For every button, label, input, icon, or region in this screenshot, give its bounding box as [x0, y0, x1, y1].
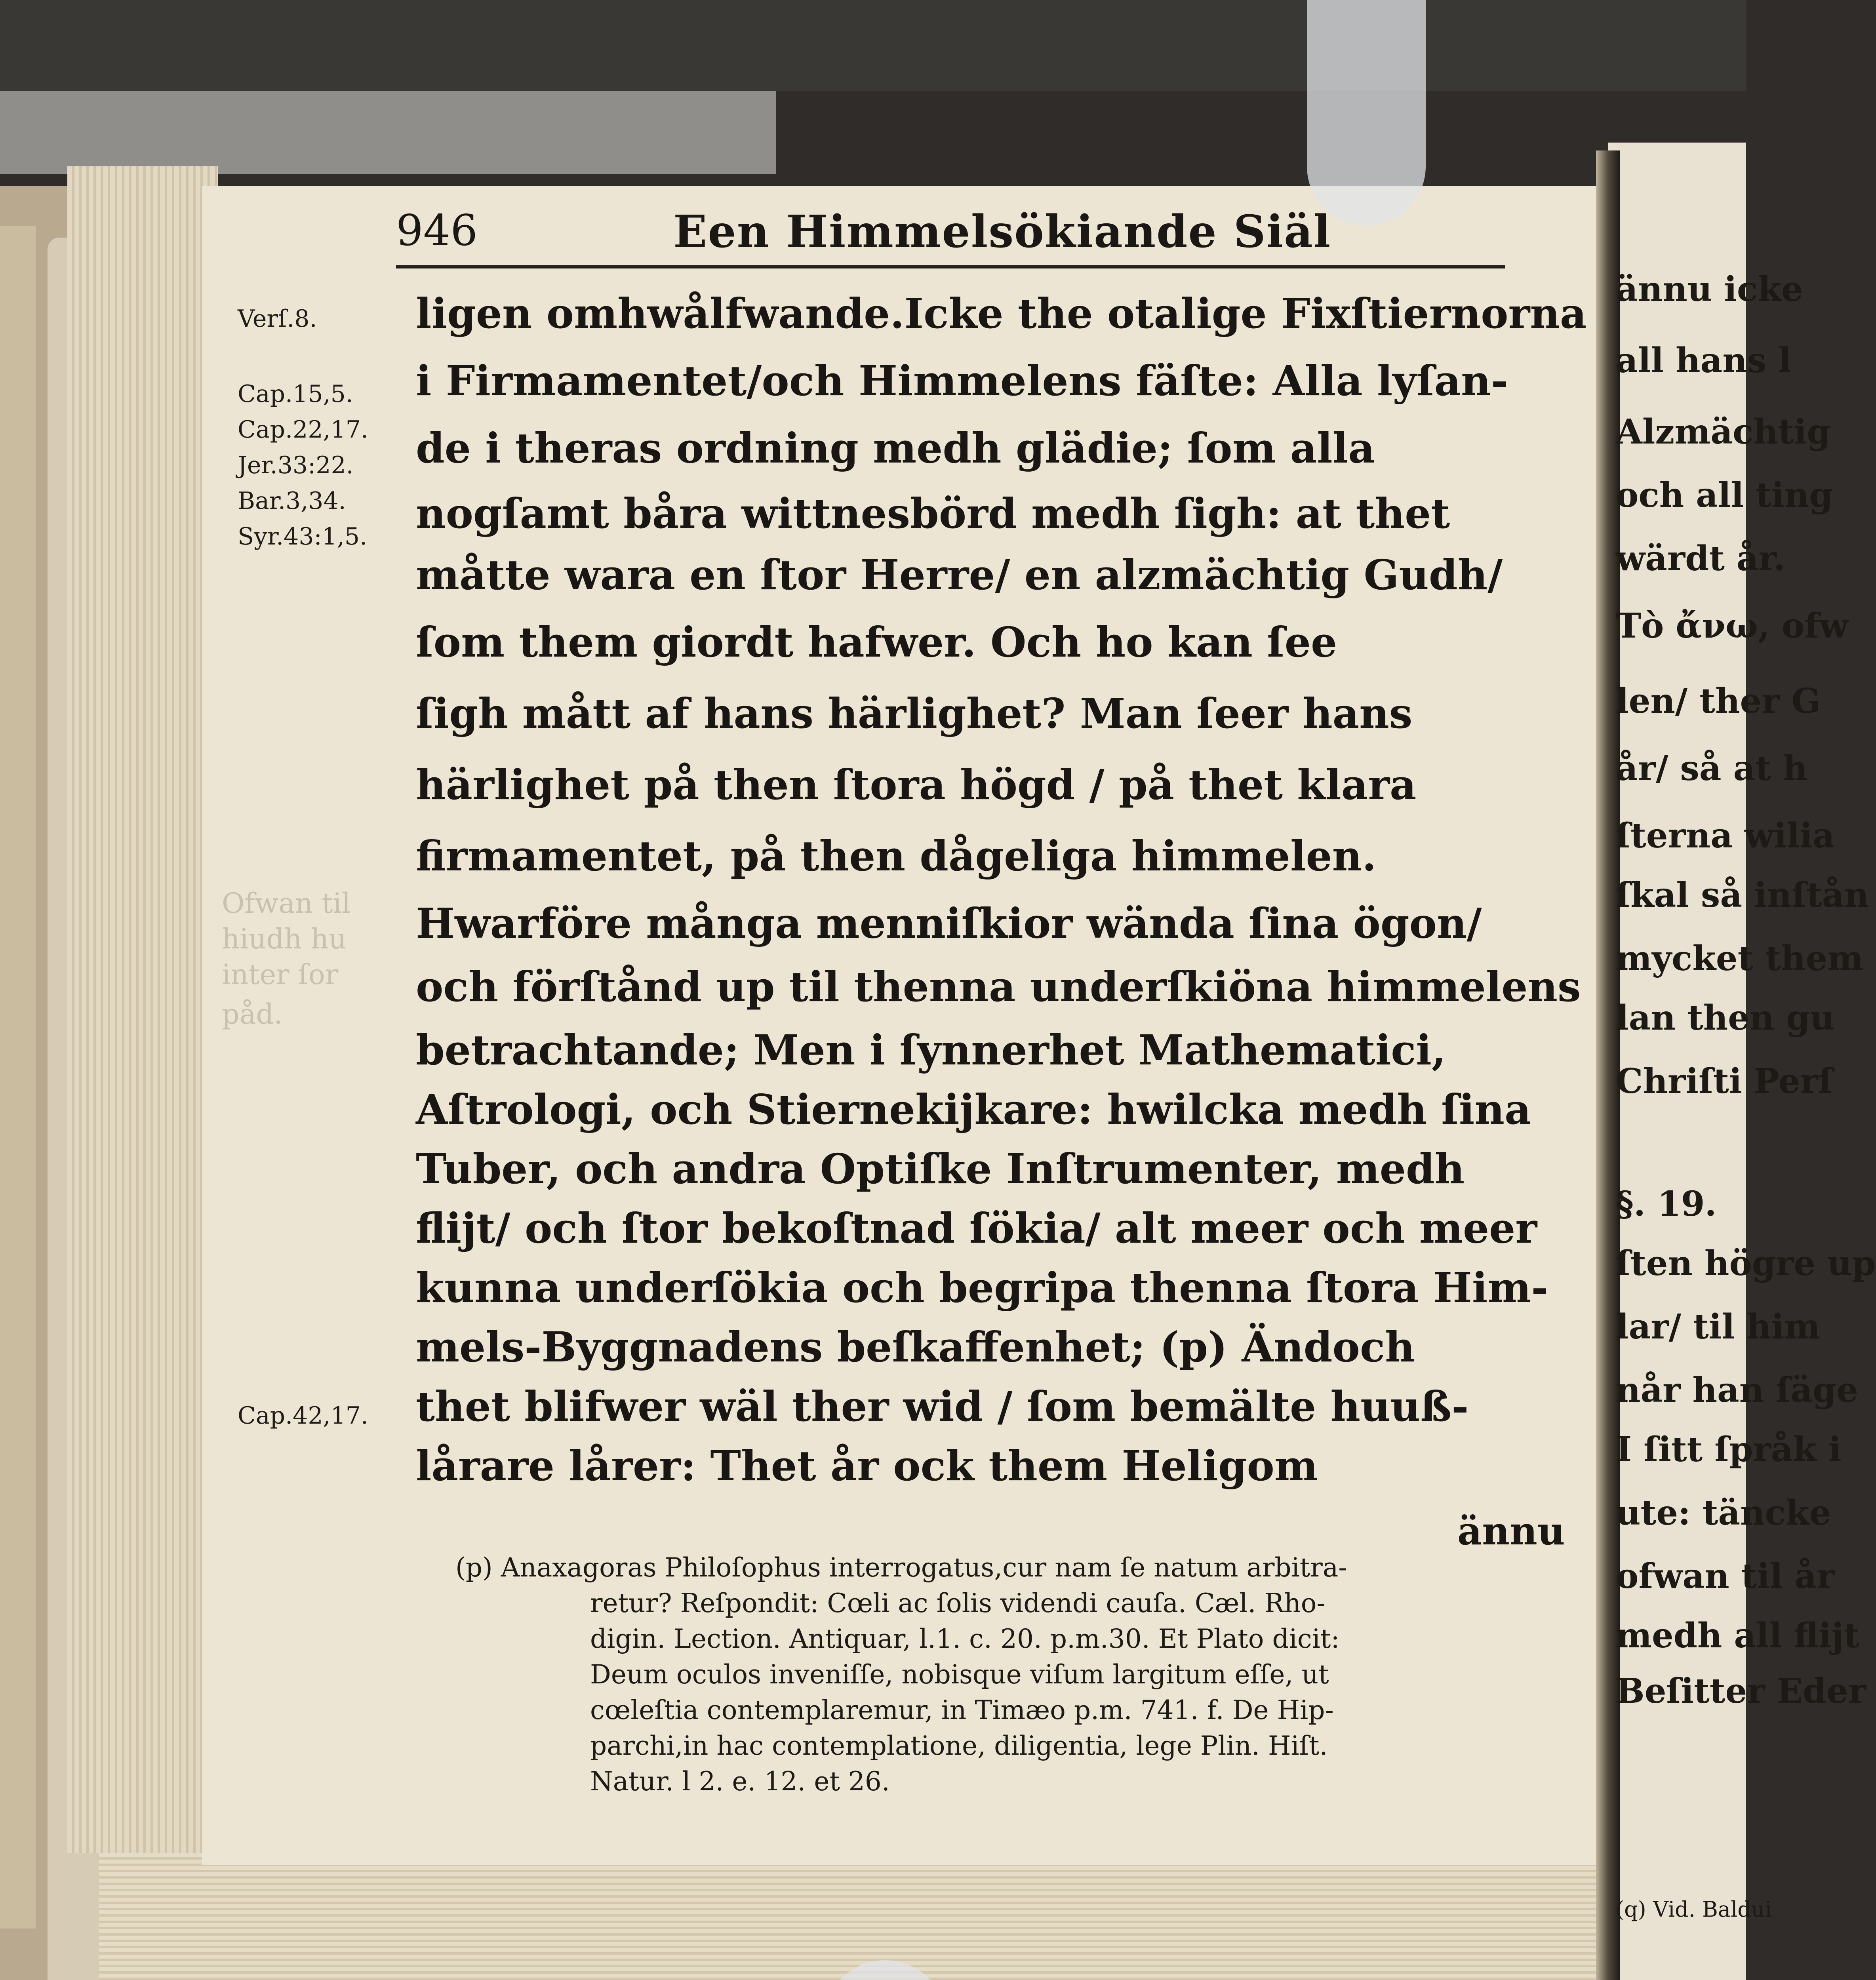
facing-page-line: ſten högre up [1616, 1243, 1876, 1283]
margin-references [238, 301, 420, 1489]
facing-page-line: ute: täncke [1616, 1493, 1831, 1533]
margin-reference: Bar.3,34. [238, 487, 346, 515]
running-head: Een Himmelsökiande Siäl [673, 206, 1331, 258]
body-text-line: firmamentet, på then dågeliga himmelen. [416, 832, 1377, 880]
body-text-line: mels-Byggnadens beſkaffenhet; (p) Ändoch [416, 1323, 1415, 1371]
facing-page-line: Chriſti Perſ [1616, 1061, 1833, 1101]
facing-page-line: lan then gu [1616, 998, 1835, 1038]
facing-page-line: wärdt år. [1616, 539, 1785, 579]
margin-reference: Cap.15,5. [238, 380, 353, 408]
facing-page-line: Τὸ ἄνω, ofw [1616, 606, 1849, 646]
facing-page-line: medh all flijt [1616, 1616, 1860, 1656]
body-text-line: nogſamt båra wittnesbörd medh ſigh: at thet [416, 489, 1450, 538]
body-text-line: flijt/ och ſtor bekoſtnad ſökia/ alt meer och meer [416, 1204, 1537, 1253]
facing-page-footnote: (q) Vid. Baldui [1616, 1897, 1772, 1922]
show-through-text: påd. [222, 998, 283, 1030]
footnote-line: cœleſtia contemplaremur, in Timæo p.m. 741. f. De Hip- [590, 1695, 1334, 1725]
body-text-line: kunna underſökia och begripa thenna ſtora Him- [416, 1263, 1548, 1312]
facing-page-line: Beſitter Eder [1616, 1671, 1866, 1711]
body-text-line: härlighet på then ſtora högd / på thet klara [416, 760, 1417, 809]
facing-page-line: ſkal så inſtån [1616, 875, 1869, 915]
footnote-line: parchi,in hac contemplatione, diligentia, lege Plin. Hiſt. [590, 1731, 1328, 1761]
facing-page-line: Alzmächtig [1616, 412, 1831, 452]
facing-page-line: §. 19. [1616, 1184, 1717, 1224]
footnote-line: digin. Lection. Antiquar, l.1. c. 20. p.m.30. Et Plato dicit: [590, 1624, 1340, 1654]
margin-reference: Cap.42,17. [238, 1402, 368, 1430]
body-text-line: ligen omhwålfwande.Icke the otalige Fixſtiernorna [416, 289, 1587, 338]
body-text-line: de i theras ordning medh glädie; ſom alla [416, 424, 1375, 472]
margin-reference: Verſ.8. [238, 305, 317, 333]
book-spine [0, 226, 36, 1929]
body-text-line: ſigh mått af hans härlighet? Man ſeer hans [416, 689, 1413, 738]
footnote-line: Deum oculos inveniſſe, nobisque viſum largitum eſſe, ut [590, 1659, 1329, 1690]
facing-page-line: I ſitt ſpråk i [1616, 1430, 1842, 1470]
body-text-line: och förſtånd up til thenna underſkiöna himmelens [416, 962, 1581, 1011]
page-number: 946 [396, 206, 478, 255]
body-text-line: måtte wara en ſtor Herre/ en alzmächtig Gudh/ [416, 550, 1503, 599]
show-through-text: inter ſor [222, 958, 339, 991]
facing-page-line: och all ting [1616, 475, 1833, 515]
facing-page-line: mycket them [1616, 939, 1864, 979]
page-clip-top [1307, 0, 1426, 226]
facing-page-line: ännu icke [1616, 269, 1803, 309]
body-text-line: i Firmamentet/och Himmelens fäſte: Alla lyſan- [416, 356, 1508, 405]
facing-page-line: når han ſäge [1616, 1370, 1858, 1410]
facing-page-line: lar/ til him [1616, 1307, 1821, 1347]
footnote-line: Natur. l 2. e. 12. et 26. [590, 1766, 890, 1797]
header-rule [396, 265, 1505, 268]
body-text-line: thet blifwer wäl ther wid / ſom bemälte huuß- [416, 1382, 1469, 1431]
margin-reference: Jer.33:22. [238, 451, 354, 479]
dark-background [0, 0, 1746, 91]
facing-page-line: ofwan til år [1616, 1556, 1835, 1596]
facing-page-line: all hans l [1616, 341, 1791, 381]
show-through-text: Ofwan til [222, 887, 351, 920]
facing-page-line: len/ ther G [1616, 681, 1821, 721]
body-text-line: Aſtrologi, och Stiernekijkare: hwilcka medh ſina [416, 1085, 1531, 1134]
footnote-line: (p) Anaxagoras Philoſophus interrogatus,cur nam ſe natum arbitra- [455, 1552, 1347, 1583]
catchword: ännu [1457, 1509, 1565, 1554]
body-text-line: lårare lårer: Thet år ock them Heligom [416, 1441, 1318, 1490]
body-text-line: Tuber, och andra Optiſke Inſtrumenter, medh [416, 1144, 1465, 1193]
facing-page-line: år/ så at h [1616, 748, 1808, 788]
margin-reference: Syr.43:1,5. [238, 523, 368, 550]
left-page-edges [67, 166, 218, 1853]
facing-page-line: ſterna wilia [1616, 816, 1835, 856]
gray-card-background [0, 91, 776, 174]
body-text-line: betrachtande; Men i ſynnerhet Mathematici, [416, 1026, 1446, 1074]
body-text-line: ſom them giordt hafwer. Och ho kan ſee [416, 618, 1337, 666]
margin-reference: Cap.22,17. [238, 416, 368, 444]
body-text-line: Hwarföre många menniſkior wända ſina ögon/ [416, 899, 1482, 948]
show-through-text: hiudh hu [222, 923, 347, 955]
footnote-line: retur? Reſpondit: Cœli ac ſolis videndi cauſa. Cæl. Rho- [590, 1588, 1326, 1618]
